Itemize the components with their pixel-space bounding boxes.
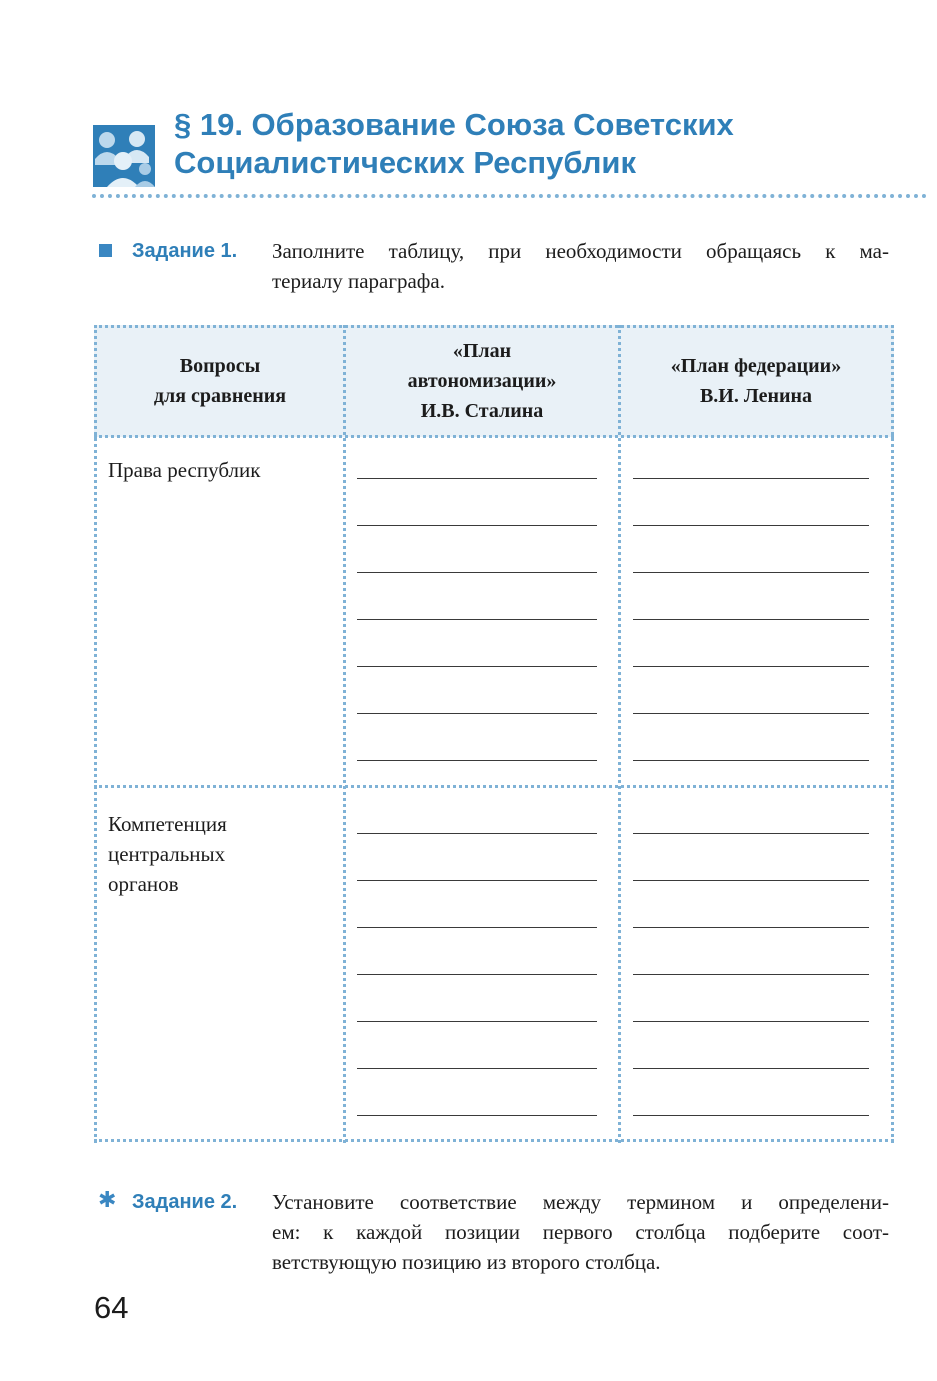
- answer-line[interactable]: [357, 974, 597, 975]
- answer-line[interactable]: [633, 619, 869, 620]
- answer-line[interactable]: [633, 833, 869, 834]
- table-border-col: [343, 325, 346, 1143]
- header-text: В.И. Ленина: [699, 385, 813, 407]
- answer-line[interactable]: [633, 478, 869, 479]
- row-label-republic-rights: [108, 455, 260, 485]
- answer-line[interactable]: [357, 572, 597, 573]
- header-text: для сравнения: [153, 385, 287, 407]
- task1-line: териалу параграфа.: [272, 269, 445, 293]
- answer-line[interactable]: [633, 713, 869, 714]
- answer-line[interactable]: [357, 880, 597, 881]
- answer-line[interactable]: [357, 1115, 597, 1116]
- answer-line[interactable]: [633, 927, 869, 928]
- answer-line[interactable]: [633, 974, 869, 975]
- answer-line[interactable]: [633, 760, 869, 761]
- table-border-row: [94, 785, 894, 788]
- answer-line[interactable]: [633, 666, 869, 667]
- title-divider: [92, 194, 927, 198]
- table-border-right: [891, 325, 894, 1143]
- answer-line[interactable]: [357, 619, 597, 620]
- page-number: 64: [94, 1290, 129, 1325]
- answer-line[interactable]: [633, 1068, 869, 1069]
- answer-line[interactable]: [357, 760, 597, 761]
- answer-line[interactable]: [357, 666, 597, 667]
- group-portrait-icon: [93, 125, 155, 187]
- task2-line: Установите соответствие между термином и определени-: [272, 1190, 889, 1214]
- row-label-line: Компетенция: [108, 812, 227, 836]
- task1-text: [272, 236, 889, 296]
- header-cell-questions: [97, 325, 343, 437]
- answer-line[interactable]: [357, 1021, 597, 1022]
- answer-line[interactable]: [357, 525, 597, 526]
- task1-label: Задание 1.: [132, 240, 238, 262]
- title-line: § 19. Образование Союза Советских: [174, 107, 734, 142]
- header-cell-lenin-plan: [621, 325, 891, 437]
- task2-label: Задание 2.: [132, 1191, 238, 1213]
- answer-line[interactable]: [633, 572, 869, 573]
- header-text: «План: [452, 340, 512, 362]
- table-border-left: [94, 325, 97, 1143]
- task2-line: ветствующую позицию из второго столбца.: [272, 1250, 661, 1274]
- row-label-line: органов: [108, 872, 179, 896]
- row-label-line: Права республик: [108, 458, 261, 482]
- answer-line[interactable]: [357, 478, 597, 479]
- task2-line: ем: к каждой позиции первого столбца подберите соот-: [272, 1220, 889, 1244]
- task1-line: Заполните таблицу, при необходимости обращаясь к ма-: [272, 239, 889, 263]
- task2-text: [272, 1187, 889, 1277]
- comparison-table: [94, 325, 894, 1143]
- answer-line[interactable]: [357, 833, 597, 834]
- table-border-bottom: [94, 1139, 894, 1142]
- task1-square-icon: [99, 244, 112, 257]
- table-border-col: [618, 325, 621, 1143]
- answer-line[interactable]: [357, 713, 597, 714]
- header-text: «План федерации»: [670, 355, 842, 377]
- answer-line[interactable]: [357, 1068, 597, 1069]
- answer-line[interactable]: [633, 880, 869, 881]
- answer-line[interactable]: [633, 1021, 869, 1022]
- header-text: Вопросы: [179, 355, 261, 377]
- answer-line[interactable]: [633, 525, 869, 526]
- header-text: И.В. Сталина: [420, 400, 544, 422]
- row-label-central-competence: [108, 809, 227, 899]
- answer-line[interactable]: [357, 927, 597, 928]
- row-label-line: центральных: [108, 842, 226, 866]
- asterisk-icon: ✱: [98, 1188, 117, 1213]
- title-line: Социалистических Республик: [174, 145, 636, 180]
- header-cell-stalin-plan: [346, 325, 618, 437]
- header-text: автономизации»: [407, 370, 557, 392]
- page-title: [174, 106, 734, 182]
- answer-line[interactable]: [633, 1115, 869, 1116]
